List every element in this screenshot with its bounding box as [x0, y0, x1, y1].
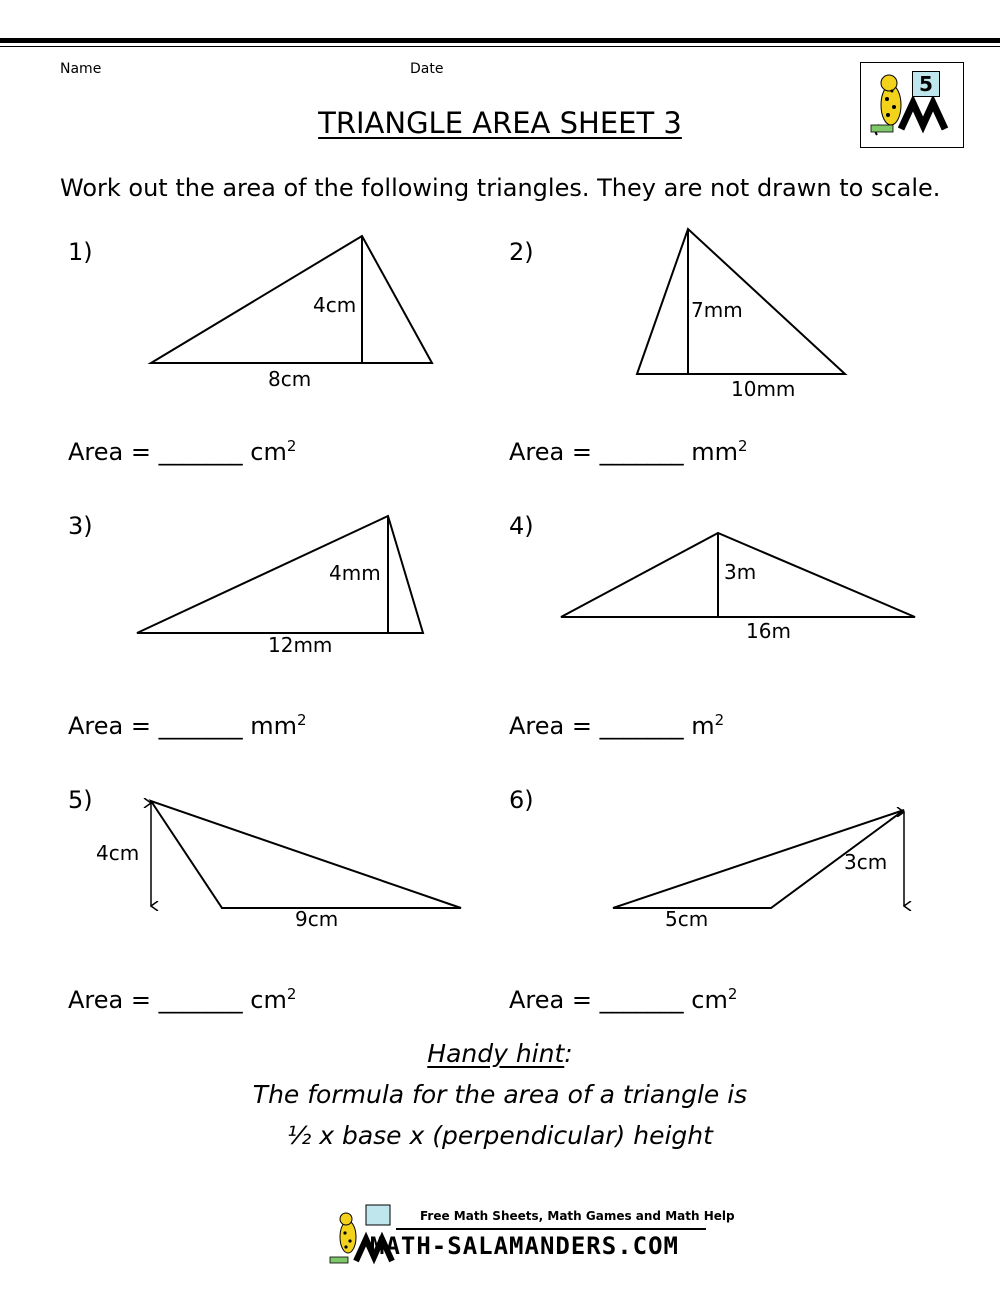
area-power: 2	[286, 437, 297, 455]
problem-number: 6)	[509, 786, 534, 814]
area-answer	[509, 711, 724, 740]
height-label: 4cm	[96, 841, 140, 865]
base-label: 12mm	[268, 633, 333, 657]
area-power: 2	[714, 711, 725, 729]
area-power: 2	[727, 985, 738, 1003]
hint-line-1: The formula for the area of a triangle is	[252, 1080, 748, 1109]
area-unit: mm	[250, 712, 298, 740]
area-power: 2	[738, 437, 748, 455]
area-answer	[68, 437, 296, 466]
area-power: 2	[286, 985, 297, 1003]
triangle-1	[151, 236, 432, 363]
hint-heading: Handy hint	[427, 1039, 565, 1068]
area-prefix: Area = _______	[509, 438, 684, 466]
area-unit: cm	[250, 986, 287, 1014]
base-label: 5cm	[665, 907, 709, 931]
area-prefix: Area = _______	[509, 986, 684, 1014]
area-answer	[509, 437, 748, 466]
area-prefix: Area = _______	[68, 712, 243, 740]
area-answer	[68, 985, 296, 1014]
area-power: 2	[297, 711, 307, 729]
area-unit: m	[691, 712, 715, 740]
problem-number: 3)	[68, 512, 93, 540]
base-label: 9cm	[295, 907, 339, 931]
problem-number: 5)	[68, 786, 93, 814]
area-prefix: Area = _______	[509, 712, 684, 740]
base-label: 10mm	[731, 377, 796, 401]
area-unit: cm	[250, 438, 287, 466]
instructions: Work out the area of the following triangles. They are not drawn to scale.	[60, 174, 941, 202]
footer-divider	[396, 1228, 706, 1230]
area-unit: mm	[691, 438, 739, 466]
grade-badge: 5	[912, 71, 940, 97]
height-label: 4mm	[329, 561, 381, 585]
height-label: 3m	[724, 560, 757, 584]
problem-number: 2)	[509, 238, 534, 266]
name-label: Name	[60, 61, 102, 77]
hint-heading-line	[0, 1039, 1000, 1068]
problem-number: 1)	[68, 238, 93, 266]
base-label: 8cm	[268, 367, 312, 391]
problem-number: 4)	[509, 512, 534, 540]
date-label: Date	[410, 61, 444, 77]
page-title: TRIANGLE AREA SHEET 3	[318, 106, 682, 140]
area-answer	[68, 711, 307, 740]
height-label: 4cm	[313, 293, 357, 317]
area-prefix: Area = _______	[68, 438, 243, 466]
footer-tagline: Free Math Sheets, Math Games and Math Help	[420, 1209, 735, 1223]
hint-colon: :	[564, 1039, 573, 1068]
footer-site[interactable]: MATH-SALAMANDERS.COM	[370, 1232, 679, 1260]
height-label: 3cm	[844, 850, 888, 874]
hint-line-2: ½ x base x (perpendicular) height	[287, 1121, 713, 1150]
base-label: 16m	[746, 619, 791, 643]
triangle-5	[151, 801, 461, 908]
height-label: 7mm	[691, 298, 743, 322]
area-answer	[509, 985, 737, 1014]
area-prefix: Area = _______	[68, 986, 243, 1014]
area-unit: cm	[691, 986, 728, 1014]
